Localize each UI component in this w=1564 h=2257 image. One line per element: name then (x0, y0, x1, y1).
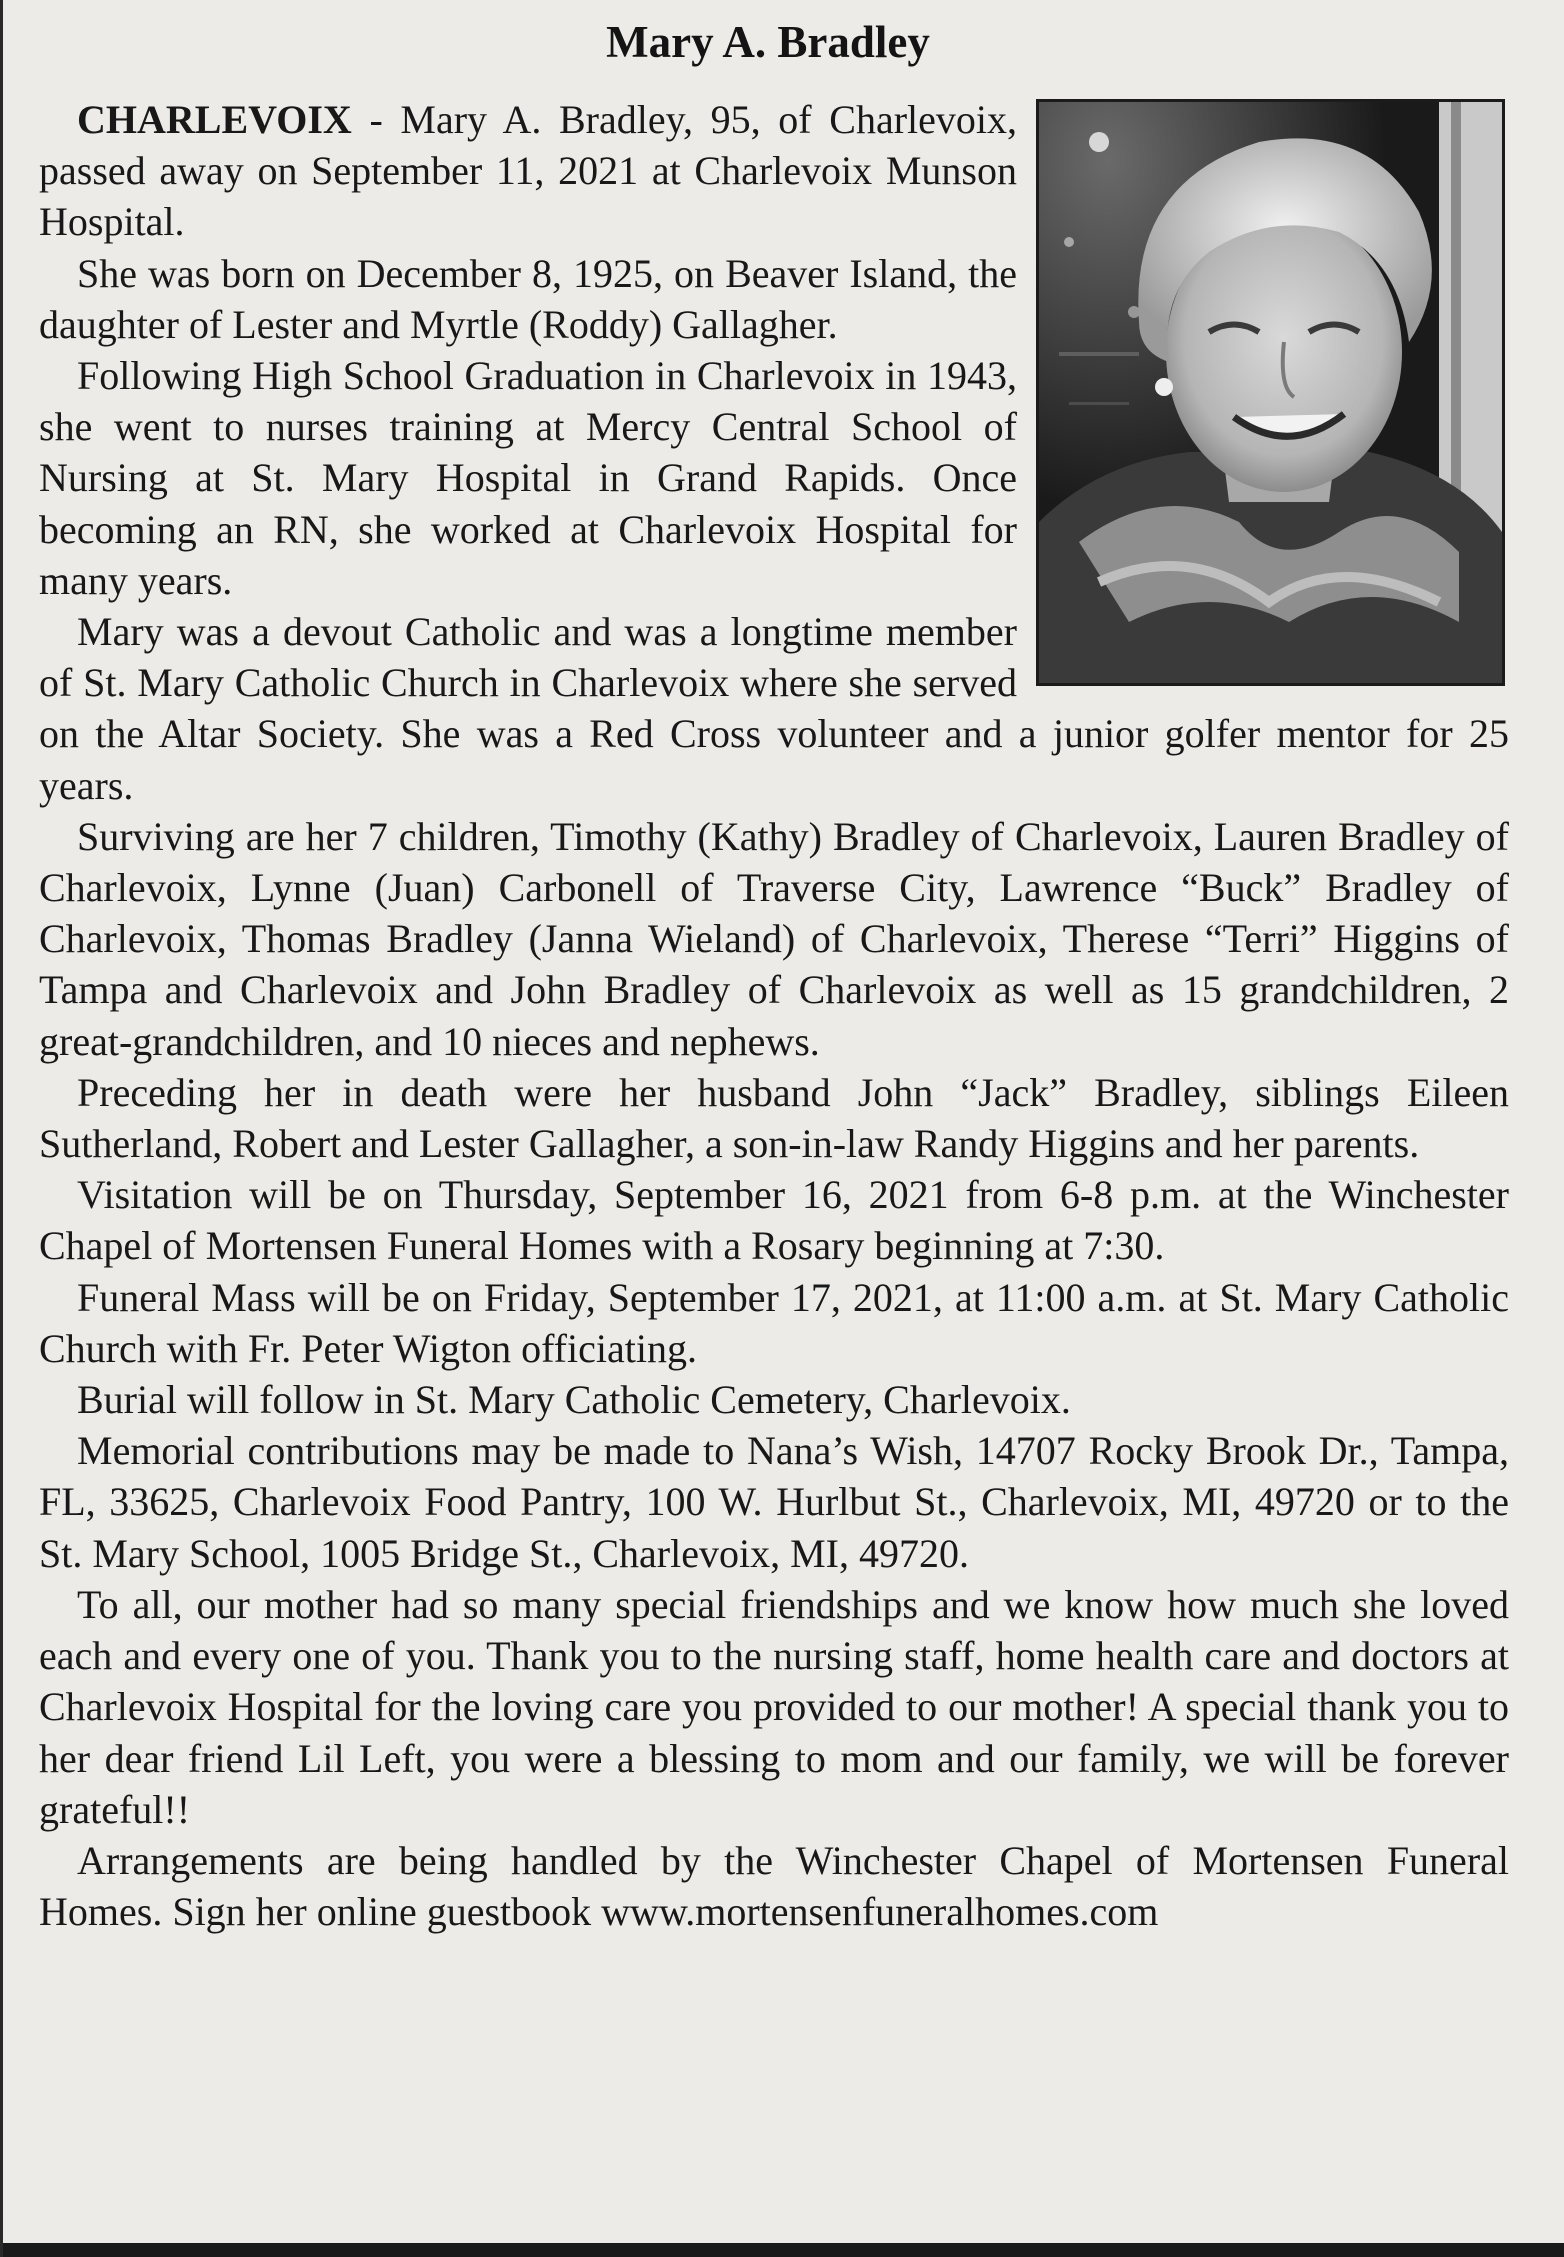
paragraph-thanks: To all, our mother had so many special friendships and we know how much she loved each and every one of you. Thank you to the nursing staff, home health care and doctors at Charlevoix Hospital for the loving care you provided to our mother! A special thank you to her dear friend Lil Left, you were a blessing to mom and our family, we will be forever grateful!! (39, 1581, 1509, 1832)
paragraph-memorials: Memorial contributions may be made to Nana’s Wish, 14707 Rocky Brook Dr., Tampa, FL, 33625, Charlevoix Food Pantry, 100 W. Hurlbut St., Charlevoix, MI, 49720 or to the St. Mary School, 1005 Bridge St., Charlevoix, MI, 49720. (39, 1428, 1509, 1576)
paragraph-survivors: Surviving are her 7 children, Timothy (Kathy) Bradley of Charlevoix, Lauren Bradley of Charlevoix, Lynne (Juan) Carbonell of Traverse City, Lawrence “Buck” Bradley of Charlevoix, Thomas Bradley (Janna Wieland) of Charlevoix, Therese “Terri” Higgins of Tampa and Charlevoix and John Bradley of Charlevoix as well as 15 grandchildren, 2 great-grandchildren, and 10 nieces and nephews. (39, 813, 1509, 1064)
paragraph-education-career: Following High School Graduation in Charlevoix in 1943, she went to nurses training at Mercy Central School of Nursing at St. Mary Hospital in Grand Rapids. Once becoming an RN, she worked at Charlevoix Hospital for many years. (39, 353, 1017, 603)
photo-spacer (1017, 94, 1509, 688)
paragraph-funeral-mass: Funeral Mass will be on Friday, September 17, 2021, at 11:00 a.m. at St. Mary Catholic Church with Fr. Peter Wigton officiating. (39, 1274, 1509, 1371)
death-notice-text: - Mary A. Bradley, 95, of Charlevoix, passed away on September 11, 2021 at Charlevoix Munson Hospital. (39, 97, 1017, 245)
paragraph-visitation: Visitation will be on Thursday, September 16, 2021 from 6-8 p.m. at the Winchester Chapel of Mortensen Funeral Homes with a Rosary beginning at 7:30. (39, 1172, 1509, 1269)
paragraph-arrangements: Arrangements are being handled by the Winchester Chapel of Mortensen Funeral Homes. Sign her online guestbook www.mortensenfuneralhomes.com (39, 1837, 1509, 1935)
bottom-rule (3, 2243, 1564, 2257)
paragraph-faith-service: Mary was a devout Catholic and was a longtime member of St. Mary Catholic Church in Charlevoix where she served on the Altar Society. She was a Red Cross volunteer and a junior golfer mentor for 25 years. (39, 609, 1509, 808)
obituary-body (39, 94, 1509, 1937)
dateline: CHARLEVOIX (77, 97, 352, 142)
paragraph-burial: Burial will follow in St. Mary Catholic Cemetery, Charlevoix. (77, 1377, 1071, 1423)
paragraph-birth: She was born on December 8, 1925, on Beaver Island, the daughter of Lester and Myrtle (Roddy) Gallagher. (39, 250, 1017, 347)
obituary-headline: Mary A. Bradley (606, 17, 930, 67)
paragraph-preceded-in-death: Preceding her in death were her husband John “Jack” Bradley, siblings Eileen Sutherland, Robert and Lester Gallagher, a son-in-law Randy Higgins and her parents. (39, 1069, 1509, 1167)
